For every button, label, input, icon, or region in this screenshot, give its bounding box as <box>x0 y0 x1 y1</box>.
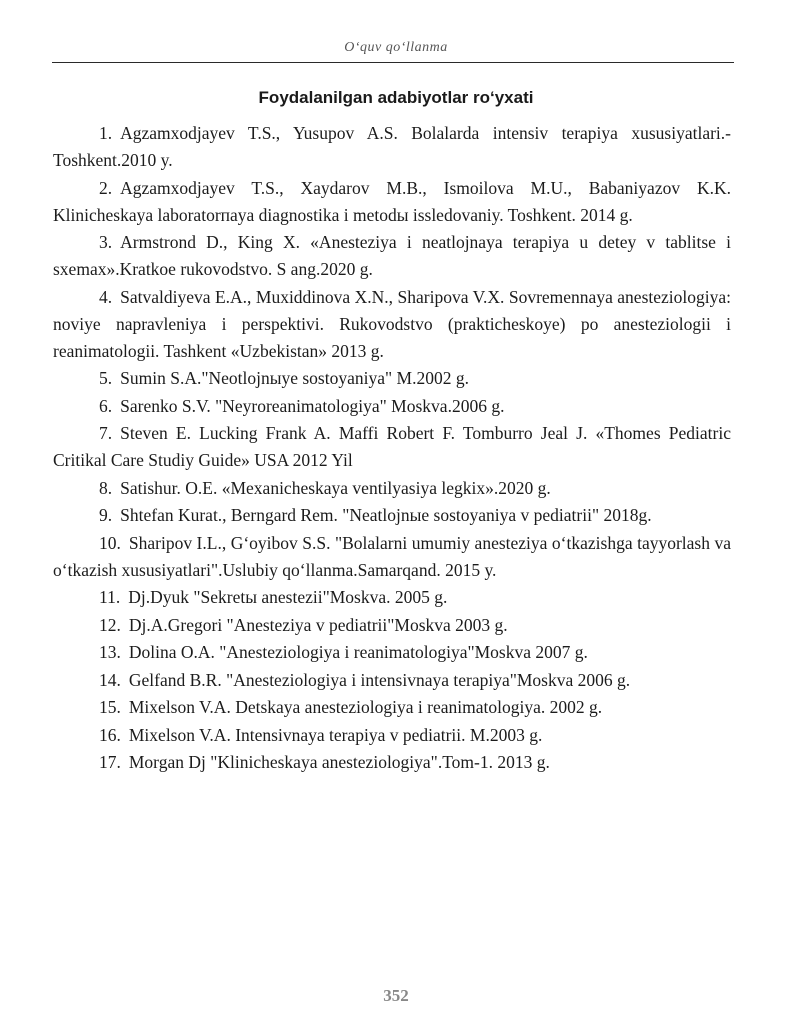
reference-number: 6. <box>99 395 113 416</box>
reference-item <box>53 393 731 420</box>
reference-text: Agzamxodjayev T.S., Yusupov A.S. Bolalarda intensiv terapiya xususiyatlari.-Toshkent.2010 y. <box>53 123 731 170</box>
reference-item <box>53 612 731 639</box>
reference-item <box>53 639 731 666</box>
reference-text: Dolina O.A. "Anesteziologiya i reanimatologiya"Moskva 2007 g. <box>128 642 588 662</box>
reference-text: Mixelson V.A. Intensivnaya terapiya v pediatrii. M.2003 g. <box>128 724 543 745</box>
reference-item <box>53 667 731 694</box>
reference-number: 12. <box>99 614 121 635</box>
running-header: O‘quv qo‘llanma <box>344 40 448 55</box>
page-title: Foydalanilgan adabiyotlar ro‘yxati <box>258 88 534 107</box>
reference-text: Dj.A.Gregori "Anesteziya v pediatrii"Moskva 2003 g. <box>128 614 508 635</box>
reference-number: 1. <box>99 123 113 143</box>
reference-text: Satishur. O.E. «Mexanicheskaya ventilyasiya legkix».2020 g. <box>120 477 551 498</box>
reference-text: Morgan Dj "Klinicheskaya anesteziologiya".Tom-1. 2013 g. <box>128 752 550 772</box>
reference-number: 16. <box>99 724 121 745</box>
reference-item <box>53 420 731 474</box>
reference-number: 3. <box>99 232 113 252</box>
reference-text: Mixelson V.A. Detskaya anesteziologiya i reanimatologiya. 2002 g. <box>128 697 603 717</box>
reference-item <box>53 365 731 392</box>
reference-text: Gelfand B.R. "Anesteziologiya i intensivnaya terapiya"Moskva 2006 g. <box>128 669 631 690</box>
reference-item <box>53 694 731 721</box>
reference-number: 7. <box>99 423 113 443</box>
reference-item <box>53 475 731 502</box>
reference-number: 17. <box>99 752 121 772</box>
reference-item <box>53 229 731 283</box>
reference-item <box>53 175 731 229</box>
header-divider <box>52 62 734 63</box>
reference-text: Shtefan Kurat., Berngard Rem. "Neatlojnыe sostoyaniya v pediatrii" 2018g. <box>120 505 652 525</box>
reference-item <box>53 722 731 749</box>
reference-number: 14. <box>99 669 121 690</box>
reference-item <box>53 530 731 584</box>
reference-text: Satvaldiyeva E.A., Muxiddinova X.N., Sharipova V.X. Sovremennaya anesteziologiya: noviye napravleniya i perspektivi. Rukovodstvo (prakticheskoye) po anesteziologii i reanimatologii. Tashkent «Uzbekistan» 2013 g. <box>53 286 731 361</box>
reference-number: 4. <box>99 286 113 307</box>
reference-item <box>53 120 731 174</box>
page-number: 352 <box>383 986 409 1005</box>
reference-number: 5. <box>99 368 113 388</box>
reference-text: Sumin S.A."Neotlojnыye sostoyaniya" M.2002 g. <box>120 368 469 388</box>
reference-text: Steven E. Lucking Frank A. Maffi Robert F. Tomburro Jeal J. «Thomes Pediatric Critikal Care Studiy Guide» USA 2012 Yil <box>53 423 731 470</box>
reference-text: Sarenko S.V. "Neyroreanimatologiya" Moskva.2006 g. <box>120 395 505 416</box>
reference-number: 13. <box>99 642 121 662</box>
reference-number: 8. <box>99 477 113 498</box>
reference-item <box>53 502 731 529</box>
reference-list <box>53 120 731 777</box>
reference-number: 10. <box>99 532 121 553</box>
reference-number: 9. <box>99 505 113 525</box>
reference-number: 11. <box>99 587 121 607</box>
reference-number: 2. <box>99 177 113 198</box>
reference-item <box>53 284 731 365</box>
reference-item <box>53 584 731 611</box>
reference-item <box>53 749 731 776</box>
reference-number: 15. <box>99 697 121 717</box>
reference-text: Armstrond D., King X. «Anesteziya i neatlojnaya terapiya u detey v tablitse i sxemax».Kratkoe rukovodstvo. S ang.2020 g. <box>53 232 731 279</box>
reference-text: Dj.Dyuk "Sekretы anestezii"Moskva. 2005 g. <box>128 587 448 607</box>
reference-text: Sharipov I.L., G‘oyibov S.S. "Bolalarni umumiy anesteziya o‘tkazishga tayyorlash va o‘tkazish xususiyatlari".Uslubiy qo‘llanma.Samarqand. 2015 y. <box>53 532 731 580</box>
reference-text: Agzamxodjayev T.S., Xaydarov M.B., Ismoilova M.U., Babaniyazov K.K. Klinicheskaya laboratorпaya diagnostika i metodы issledovaniy. Toshkent. 2014 g. <box>53 177 731 225</box>
